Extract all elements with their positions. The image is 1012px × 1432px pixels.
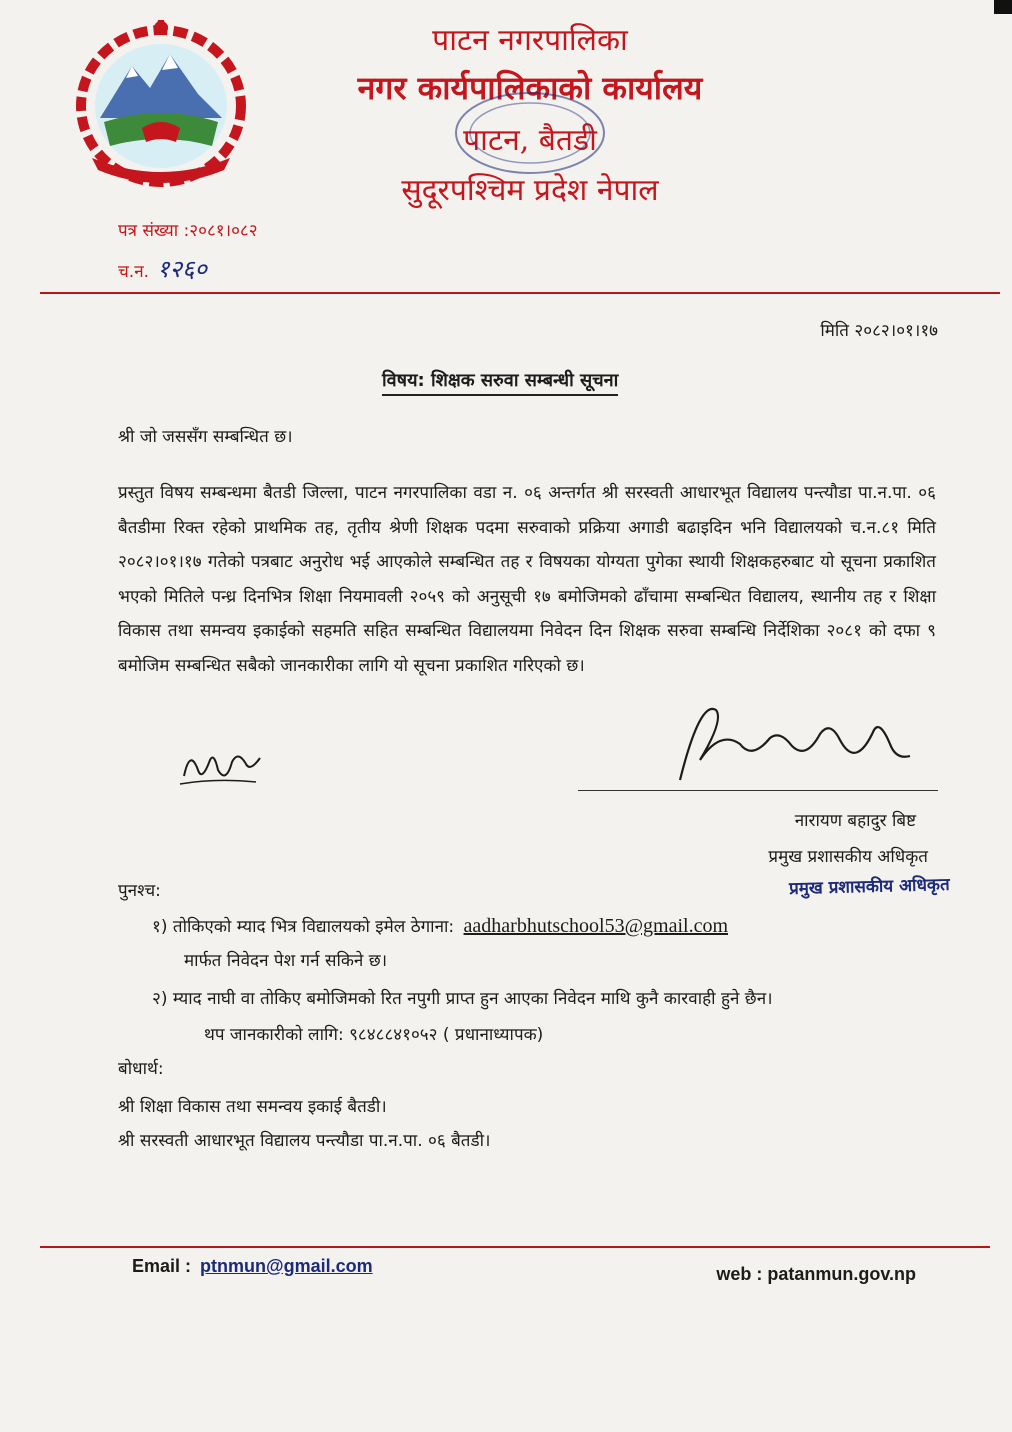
date-value: २०८२।०१।१७ — [854, 321, 938, 341]
footer-email — [132, 1256, 373, 1277]
footer-website[interactable]: web : patanmun.gov.np — [716, 1264, 916, 1284]
initial-signature-icon — [176, 740, 266, 790]
signatory-name: नारायण बहादुर बिष्ट — [794, 811, 916, 831]
footer-divider — [40, 1246, 990, 1248]
scan-corner-mark — [994, 0, 1012, 14]
office-location: पाटन, बैतडी — [463, 123, 597, 158]
province-name: सुदूरपश्चिम प्रदेश नेपाल — [401, 173, 659, 208]
nepal-emblem-icon — [72, 18, 250, 190]
header-divider — [40, 292, 1000, 294]
cc-label: बोधार्थ: — [118, 1059, 164, 1079]
municipality-name: पाटन नगरपालिका — [432, 23, 628, 58]
dispatch-number-value: १२६० — [157, 255, 207, 283]
office-stamp-icon — [450, 88, 610, 178]
letter-number-value: २०८१।०८२ — [189, 221, 258, 241]
letter-number-label: पत्र संख्या : — [118, 221, 190, 241]
school-email-link[interactable]: aadharbhutschool53@gmail.com — [463, 915, 729, 937]
salutation: श्री जो जससँग सम्बन्धित छ। — [118, 427, 293, 447]
dispatch-number — [118, 252, 207, 285]
letter-body: प्रस्तुत विषय सम्बन्धमा बैतडी जिल्ला, पाटन नगरपालिका वडा न. ०६ अन्तर्गत श्री सरस्वती आधारभूत विद्यालय पन्त्यौडा पा.न.पा. ०६ बैतडीमा रिक्त रहेको प्राथमिक तह, तृतीय श्रेणी शिक्षक पदमा सरुवाको प्रक्रिया अगाडी बढाइदिन भनि विद्यालयको च.न.८१ मिति २०८२।०१।१७ गतेको पत्रबाट अनुरोध भई आएकोले सम्बन्धित तह र विषयका योग्यता पुगेका स्थायी शिक्षकहरुबाट यो सूचना प्रकाशित भएको मितिले पन्ध्र दिनभित्र शिक्षा नियमावली २०५९ को अनुसूची १७ बमोजिमको ढाँचामा सम्बन्धित विद्यालय, स्थानीय तह र शिक्षा विकास तथा समन्वय इकाईको सहमति सहित सम्बन्धित विद्यालयमा निवेदन दिन शिक्षक सरुवा सम्बन्धि निर्देशिका २०८१ को दफा ९ बमोजिम सम्बन्धित सबैको जानकारीका लागि यो सूचना प्रकाशित गरिएको छ। — [118, 483, 936, 676]
cc-item: श्री सरस्वती आधारभूत विद्यालय पन्त्यौडा पा.न.पा. ०६ बैतडी। — [118, 1131, 491, 1151]
postscript-item-2: २) म्याद नाघी वा तोकिए बमोजिमको रित नपुगी प्राप्त हुन आएका निवेदन माथि कुनै कारवाही हुने छैन। — [152, 989, 773, 1009]
postscript-item-1 — [152, 914, 728, 938]
cc-item: श्री शिक्षा विकास तथा समन्वय इकाई बैतडी। — [118, 1097, 387, 1117]
date-label: मिति — [820, 321, 849, 341]
signature-line — [578, 790, 938, 791]
footer-email-label: Email : — [132, 1256, 192, 1276]
letter-subject: विषय: शिक्षक सरुवा सम्बन्धी सूचना — [382, 368, 618, 396]
signatory-stamp: प्रमुख प्रशासकीय अधिकृत — [789, 874, 951, 900]
contact-info: थप जानकारीको लागि: ९८४८८४१०५२ ( प्रधानाध्यापक) — [204, 1025, 544, 1045]
letter-date — [820, 318, 938, 341]
letter-number — [118, 218, 258, 241]
officer-signature-icon — [660, 690, 920, 800]
footer-email-link[interactable]: ptnmun@gmail.com — [200, 1256, 373, 1276]
postscript-label: पुनश्च: — [118, 881, 161, 901]
dispatch-number-label: च.न. — [118, 262, 150, 282]
signatory-title: प्रमुख प्रशासकीय अधिकृत — [768, 847, 928, 867]
postscript-item-1-text: १) तोकिएको म्याद भित्र विद्यालयको इमेल ठेगाना: — [152, 917, 455, 937]
office-name: नगर कार्यपालिकाको कार्यालय — [357, 69, 703, 107]
postscript-item-1-continuation: मार्फत निवेदन पेश गर्न सकिने छ। — [184, 951, 388, 971]
